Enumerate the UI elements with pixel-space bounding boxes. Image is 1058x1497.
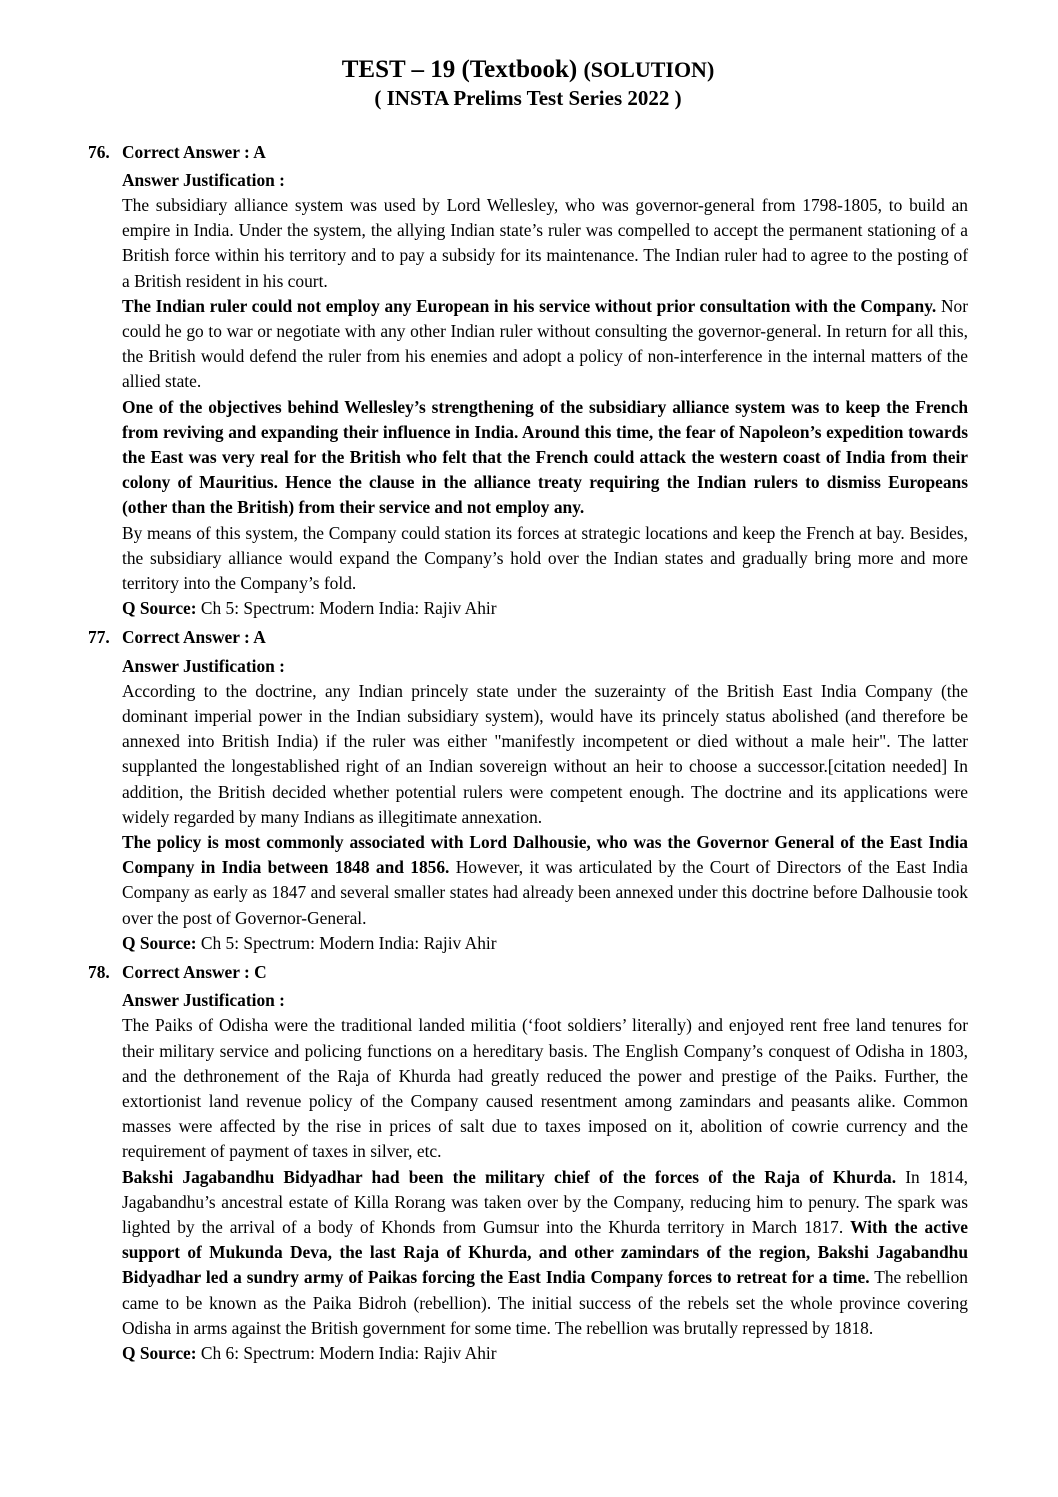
q-source-text: Ch 6: Spectrum: Modern India: Rajiv Ahir	[196, 1343, 497, 1364]
text-run: In 1814, Jagabandhu’s ancestral estate of Killa Rorang was taken over by the Company, reducing him to penury. The spark was lighted by the arrival of a body of Khonds from Gumsur into the Khurda territory in March 1817.	[122, 1166, 969, 1238]
justification-heading: Answer Justification :	[122, 655, 285, 676]
title-solution: (SOLUTION)	[583, 57, 715, 82]
text-run: By means of this system, the Company could station its forces at strategic locations and keep the French at bay. Besides, the subsidiary alliance would expand the Company’s hold over the Indian states and gradually bring more and more territory into the Company’s fold.	[122, 522, 968, 593]
question-number: 77.	[88, 627, 110, 648]
bold-run: With the active support of Mukunda Deva, the last Raja of Khurda, and other zamindars of the region, Bakshi Jagabandhu Bidyadhar led a sundry army of Paikas forcing the East India Company forces to retreat for a time.	[122, 1217, 968, 1288]
text-run: Nor could he go to war or negotiate with any other Indian ruler without consulting the governor-general. In return for all this, the British would defend the ruler from his enemies and adopt a policy of non-interference in the internal matters of the allied state.	[122, 295, 968, 392]
justification-heading: Answer Justification :	[122, 990, 285, 1011]
bold-run: One of the objectives behind Wellesley’s strengthening of the subsidiary alliance system was to keep the French from reviving and expanding their influence in India. Around this time, the fear of Napoleon’s expedition towards the East was very real for the British who felt that the French could attack the western coast of India from their colony of Mauritius. Hence the clause in the alliance treaty requiring the Indian rulers to dismiss Europeans (other than the British) from their service and not employ any.	[122, 396, 968, 518]
justification-paragraph	[122, 193, 968, 294]
q-source-line	[122, 1341, 968, 1366]
bold-run: The Indian ruler could not employ any European in his service without prior consultation with the Company.	[122, 295, 937, 316]
question-block	[88, 140, 968, 622]
correct-answer-line: Correct Answer : A	[122, 141, 266, 162]
justification-paragraph	[122, 679, 968, 830]
question-block	[88, 625, 968, 956]
text-run: According to the doctrine, any Indian princely state under the suzerainty of the British East India Company (the dominant imperial power in the Indian subsidiary system), would have its princely status abolished (and therefore be annexed into British India) if the ruler was either "manifestly incompetent or died without a male heir". The latter supplanted the longestablished right of an Indian sovereign without an heir to choose a successor.[citation needed] In addition, the British decided whether potential rulers were competent enough. The doctrine and its applications were widely regarded by many Indians as illegitimate annexation.	[122, 680, 968, 827]
q-source-label: Q Source:	[122, 598, 197, 619]
document-title	[88, 56, 968, 111]
q-source-text: Ch 5: Spectrum: Modern India: Rajiv Ahir	[196, 932, 497, 953]
q-source-text: Ch 5: Spectrum: Modern India: Rajiv Ahir	[196, 598, 497, 619]
justification-paragraph	[122, 521, 968, 597]
q-source-label: Q Source:	[122, 1343, 197, 1364]
q-source-line	[122, 596, 968, 621]
bold-run: The policy is most commonly associated with Lord Dalhousie, who was the Governor General of the East India Company in India between 1848 and 1856.	[122, 832, 968, 878]
justification-paragraph	[122, 1165, 968, 1341]
correct-answer-line: Correct Answer : A	[122, 627, 266, 648]
q-source-line	[122, 931, 968, 956]
q-source-label: Q Source:	[122, 932, 197, 953]
text-run: The rebellion came to be known as the Paika Bidroh (rebellion). The initial success of the rebels set the whole province covering Odisha in arms against the British government for some time. The rebellion was brutally repressed by 1818.	[122, 1267, 968, 1338]
correct-answer-line: Correct Answer : C	[122, 962, 267, 983]
justification-heading: Answer Justification :	[122, 169, 285, 190]
document-subtitle: ( INSTA Prelims Test Series 2022 )	[374, 86, 682, 110]
bold-run: Bakshi Jagabandhu Bidyadhar had been the military chief of the forces of the Raja of Khurda.	[122, 1166, 897, 1187]
text-run: The Paiks of Odisha were the traditional landed militia (‘foot soldiers’ literally) and enjoyed rent free land tenures for their military service and policing functions on a hereditary basis. The English Company’s conquest of Odisha in 1803, and the dethronement of the Raja of Khurda had greatly reduced the power and prestige of the Paiks. Further, the extortionist land revenue policy of the Company caused resentment among zamindars and peasants alike. Common masses were affected by the rise in prices of salt due to taxes imposed on it, abolition of cowrie currency and the requirement of payment of taxes in silver, etc.	[122, 1015, 968, 1162]
justification-paragraph	[122, 395, 968, 521]
text-run: However, it was articulated by the Court of Directors of the East India Company as early as 1847 and several smaller states had already been annexed under this doctrine before Dalhousie took over the post of Governor-General.	[122, 857, 968, 928]
question-number: 78.	[88, 962, 110, 983]
question-number: 76.	[88, 141, 110, 162]
question-block	[88, 960, 968, 1366]
question-body	[122, 140, 968, 622]
justification-paragraph	[122, 294, 968, 395]
questions	[88, 140, 968, 1367]
question-body	[122, 960, 968, 1366]
justification-paragraph	[122, 830, 968, 931]
text-run: The subsidiary alliance system was used by Lord Wellesley, who was governor-general from 1798-1805, to build an empire in India. Under the system, the allying Indian state’s ruler was compelled to accept the permanent stationing of a British force within his territory and to pay a subsidy for its maintenance. The Indian ruler had to agree to the posting of a British resident in his court.	[122, 194, 968, 291]
question-body	[122, 625, 968, 956]
justification-paragraph	[122, 1013, 968, 1164]
title-main: TEST – 19 (Textbook)	[341, 56, 584, 83]
